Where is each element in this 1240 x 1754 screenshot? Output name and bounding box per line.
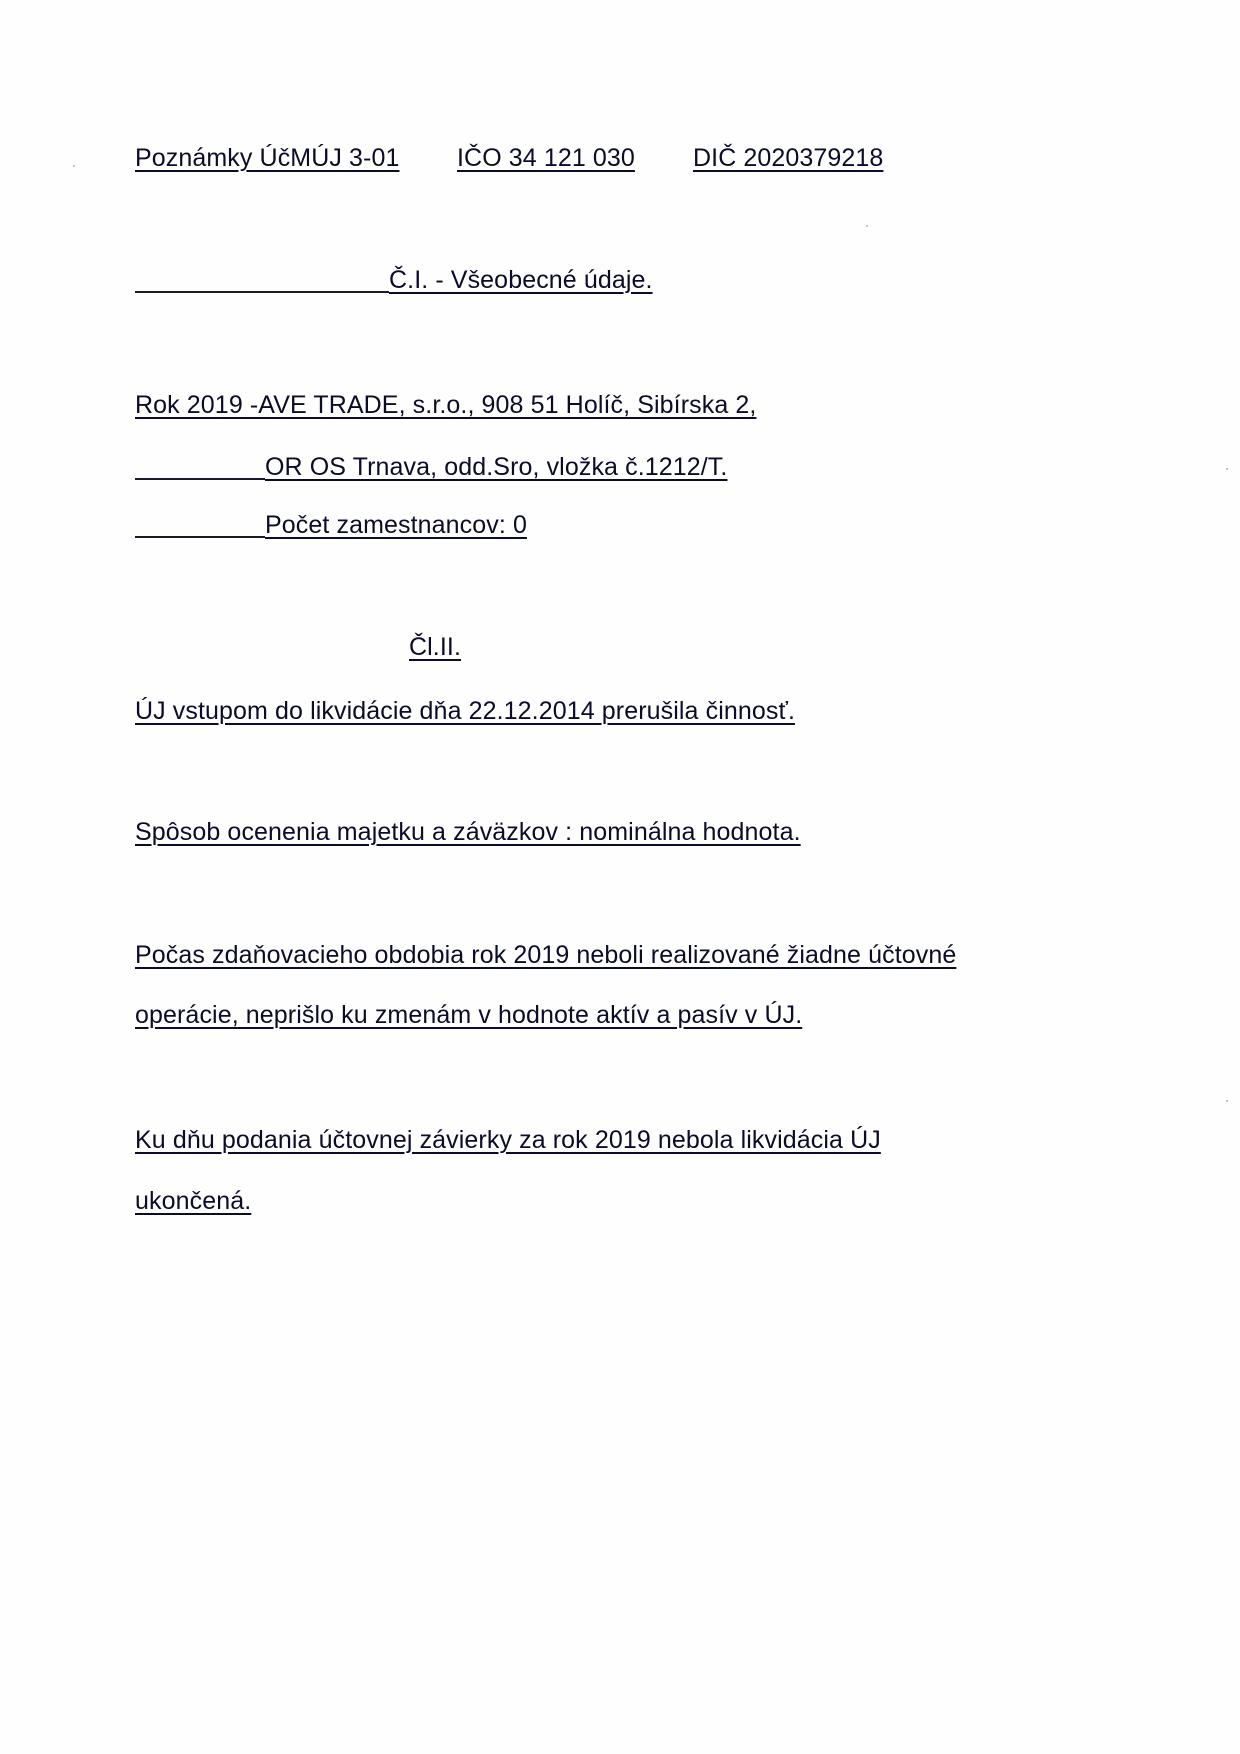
employees-rule [135,536,265,538]
period-line-2: operácie, neprišlo ku zmenám v hodnote aktív a pasív v ÚJ. [135,1001,803,1029]
period-line-1: Počas zdaňovacieho obdobia rok 2019 neboli realizované žiadne účtovné [135,941,957,969]
section2-heading: Čl.II. [409,633,461,661]
dic-number: DIČ 2020379218 [693,144,884,172]
company-line: Rok 2019 -AVE TRADE, s.r.o., 908 51 Holíč, Sibírska 2, [135,391,757,419]
scan-speck [73,165,75,167]
liquidation-line: ÚJ vstupom do likvidácie dňa 22.12.2014 prerušila činnosť. [135,697,795,725]
valuation-line: Spôsob ocenenia majetku a záväzkov : nominálna hodnota. [135,818,801,846]
registry-line: OR OS Trnava, odd.Sro, vložka č.1212/T. [265,453,728,481]
ico-number: IČO 34 121 030 [457,144,635,172]
doc-label: Poznámky ÚčMÚJ 3-01 [135,144,400,172]
closing-line-2: ukončená. [135,1187,252,1215]
section1-heading: Č.I. - Všeobecné údaje. [389,266,653,294]
heading-rule [135,291,389,293]
closing-line-1: Ku dňu podania účtovnej závierky za rok 2019 nebola likvidácia ÚJ [135,1126,881,1154]
employees-line: Počet zamestnancov: 0 [265,511,527,539]
scan-speck [1226,468,1228,470]
scan-speck [866,225,868,227]
scan-speck [1226,1100,1228,1102]
registry-rule [135,478,265,480]
